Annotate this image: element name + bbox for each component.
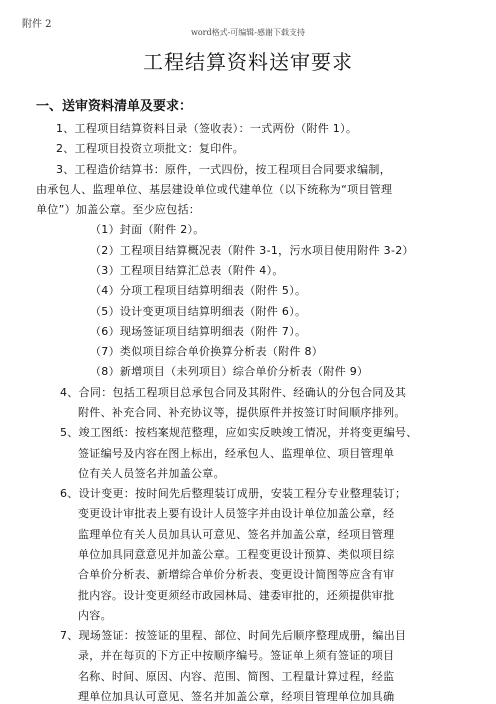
list-item: 1、工程项目结算资料目录（签收表）：一式两份（附件 1）。: [56, 122, 358, 135]
paragraph-line: 由承包人、监理单位、基层建设单位或代建单位（以下统称为“项目管理: [36, 182, 393, 196]
paragraph-line: 附件、补充合同、补充协议等，提供原件并按签订时间顺序排列。: [78, 406, 406, 419]
paragraph-line: 合单价分析表、新增综合单价分析表、变更设计简图等应含有审: [78, 568, 395, 582]
paragraph-line: 签证编号及内容在图上标出，经承包人、监理单位、项目管理单: [78, 446, 395, 460]
paragraph-line: 单位加具同意意见并加盖公章。工程变更设计预算、类似项目综: [78, 548, 395, 561]
paragraph-line: 批内容。设计变更须经市政园林局、建委审批的，还须提供审批: [78, 588, 395, 602]
list-item: 2、工程项目投资立项批文：复印件。: [56, 142, 245, 156]
list-item: 5、竣工图纸：按档案规范整理，应如实反映竣工情况，并将变更编号、: [60, 426, 418, 440]
sub-list-item: （3）工程项目结算汇总表（附件 4）。: [90, 264, 284, 277]
list-item: 7、现场签证：按签证的里程、部位、时间先后顺序整理成册，编出目: [60, 629, 407, 643]
paragraph-line: 单位”）加盖公章。至少应包括：: [36, 203, 201, 217]
sub-list-item: （5）设计变更项目结算明细表（附件 6）。: [90, 304, 307, 318]
paragraph-line: 内容。: [78, 608, 112, 622]
list-item: 4、合同：包括工程项目总承包合同及其附件、经确认的分包合同及其: [60, 385, 407, 399]
sub-list-item: （7）类似项目综合单价换算分析表（附件 8）: [90, 345, 324, 359]
paragraph-line: 录，并在每页的下方正中按顺序编号。签证单上须有签证的项目: [78, 649, 395, 663]
paragraph-line: 变更设计审批表上要有设计人员签字并由设计单位加盖公章，经: [78, 507, 395, 521]
paragraph-line: 名称、时间、原因、内容、范围、简图、工程量计算过程，经监: [78, 669, 395, 683]
list-item: 3、工程造价结算书：原件，一式四份，按工程项目合同要求编制，: [56, 162, 391, 176]
sub-list-item: （6）现场签证项目结算明细表（附件 7）。: [90, 324, 307, 338]
sub-list-item: （2）工程项目结算概况表（附件 3-1，污水项目使用附件 3-2）: [90, 243, 414, 257]
sub-list-item: （1）封面（附件 2）。: [90, 223, 205, 237]
page-title: 工程结算资料送审要求: [143, 50, 353, 74]
attachment-label: 附件 2: [22, 19, 52, 30]
paragraph-line: 位有关人员签名并加盖公章。: [78, 466, 225, 480]
list-item: 6、设计变更：按时间先后整理装订成册，安装工程分专业整理装订；: [60, 487, 407, 501]
paragraph-line: 监理单位有关人员加具认可意见、签名并加盖公章，经项目管理: [78, 527, 395, 541]
sub-list-item: （4）分项工程项目结算明细表（附件 5）。: [90, 284, 307, 298]
watermark-text: word格式-可编辑-感谢下载支持: [190, 28, 305, 37]
sub-list-item: （8）新增项目（未列项目）综合单价分析表（附件 9）: [90, 365, 369, 379]
paragraph-line: 理单位加具认可意见、签名并加盖公章，经项目管理单位加具确: [78, 690, 395, 703]
section-heading: 一、送审资料清单及要求：: [36, 99, 193, 114]
